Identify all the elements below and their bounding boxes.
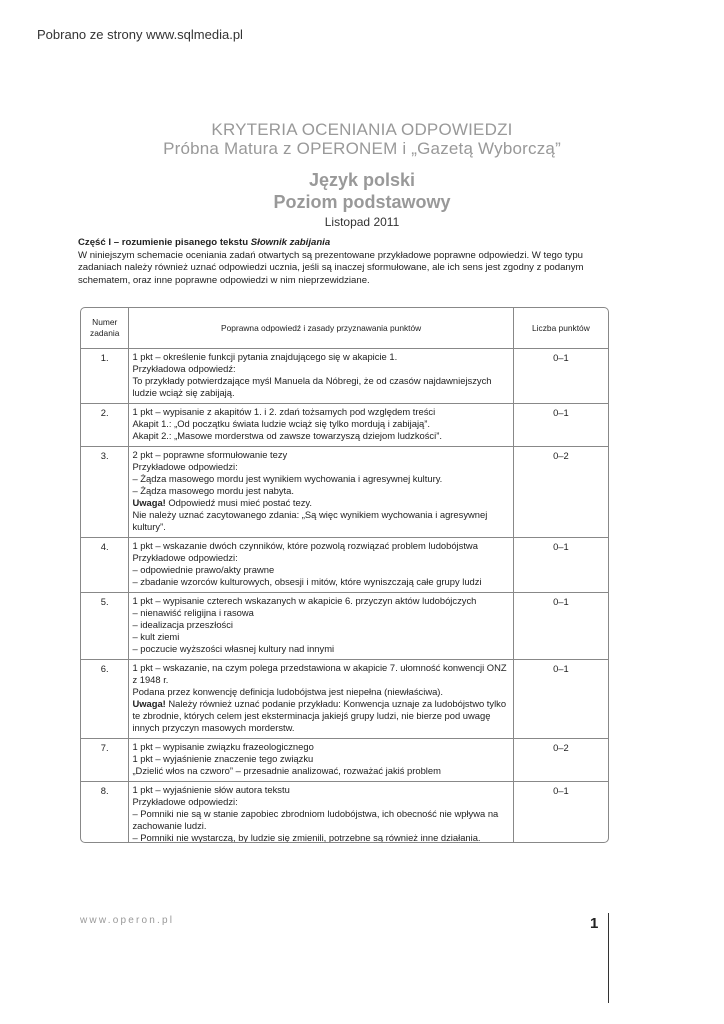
- criteria-line: [132, 619, 509, 631]
- level-title: Poziom podstawowy: [273, 192, 451, 212]
- criteria-line: [132, 631, 509, 643]
- intro-text: W niniejszym schemacie oceniania zadań otwartych są prezentowane przykładowe poprawne odpowiedzi. W tego typu zadaniach należy również uznać odpowiedzi ucznia, jeśli są inaczej sformułowane, ale ich sens jest zgodny z podanym schematem, oraz inne poprawne odpowiedzi w nim nieprzewidziane.: [78, 249, 584, 286]
- criteria-line: [132, 741, 509, 753]
- criteria-line: [132, 375, 509, 399]
- section-prefix: Część I – rozumienie pisanego tekstu: [78, 237, 251, 248]
- criteria-text: Odpowiedź musi mieć postać tezy.: [165, 497, 313, 508]
- criteria-line: [132, 363, 509, 375]
- criteria-text: – Żądza masowego mordu jest wynikiem wychowania i agresywnej kultury.: [132, 473, 443, 484]
- criteria-line: [132, 430, 509, 442]
- criteria-text: – idealizacja przeszłości: [132, 619, 234, 630]
- criteria-text: 1 pkt – wyjaśnienie znaczenie tego związku: [132, 753, 314, 764]
- criteria-line: [132, 552, 509, 564]
- task-points: 0–2: [513, 739, 608, 782]
- criteria-text: – Pomniki nie są w stanie zapobiec zbrodniom ludobójstwa, ich obecność nie wpływa na zachowanie ludzi.: [132, 808, 499, 831]
- criteria-text: Akapit 2.: „Masowe morderstwa od zawsze towarzyszą dziejom ludzkości”.: [132, 430, 442, 441]
- task-criteria: [129, 593, 513, 660]
- criteria-line: [132, 753, 509, 765]
- criteria-line: [132, 406, 509, 418]
- criteria-text: 1 pkt – wskazanie, na czym polega przedstawiona w akapicie 7. ułomność konwencji ONZ z 1948 r.: [132, 662, 507, 685]
- criteria-line: [132, 686, 509, 698]
- criteria-text: – kult ziemi: [132, 631, 180, 642]
- header-description: Poprawna odpowiedź i zasady przyznawania punktów: [129, 308, 513, 349]
- criteria-line: [132, 595, 509, 607]
- table-header-row: [81, 308, 608, 349]
- footer-divider: [608, 913, 609, 1003]
- criteria-line: [132, 564, 509, 576]
- criteria-line: [132, 485, 509, 497]
- criteria-line: [132, 449, 509, 461]
- task-number: 2.: [81, 404, 129, 447]
- criteria-table: [80, 307, 609, 843]
- criteria-line: [132, 473, 509, 485]
- title-line-2: Próbna Matura z OPERONEM i „Gazetą Wyborczą”: [163, 139, 561, 158]
- criteria-text: Przykładowe odpowiedzi:: [132, 796, 238, 807]
- task-number: 1.: [81, 349, 129, 404]
- exam-date: Listopad 2011: [324, 215, 400, 229]
- intro-block: [78, 237, 610, 287]
- table-row: [81, 782, 608, 844]
- task-points: 0–1: [513, 349, 608, 404]
- criteria-line: [132, 607, 509, 619]
- criteria-text: 1 pkt – wypisanie związku frazeologicznego: [132, 741, 314, 752]
- task-criteria: [129, 447, 513, 538]
- criteria-line: [132, 576, 509, 588]
- criteria-text: Podana przez konwencję definicja ludobójstwa jest niepełna (niewłaściwa).: [132, 686, 444, 697]
- table-row: [81, 739, 608, 782]
- criteria-text: 1 pkt – określenie funkcji pytania znajdującego się w akapicie 1.: [132, 351, 398, 362]
- table-row: [81, 404, 608, 447]
- note-label: Uwaga!: [132, 698, 166, 709]
- task-criteria: [129, 349, 513, 404]
- header-number: Numer zadania: [81, 308, 129, 349]
- criteria-text: Przykładowe odpowiedzi:: [132, 461, 238, 472]
- criteria-line: [132, 351, 509, 363]
- criteria-text: 1 pkt – wypisanie czterech wskazanych w akapicie 6. przyczyn aktów ludobójczych: [132, 595, 477, 606]
- table-row: [81, 660, 608, 739]
- criteria-text: – Pomniki nie wystarczą, by ludzie się zmienili, potrzebne są również inne działania.: [132, 832, 481, 843]
- criteria-text: 1 pkt – wyjaśnienie słów autora tekstu: [132, 784, 290, 795]
- criteria-line: [132, 808, 509, 832]
- criteria-text: 2 pkt – poprawne sformułowanie tezy: [132, 449, 288, 460]
- criteria-text: „Dzielić włos na czworo” – przesadnie analizować, rozważać jakiś problem: [132, 765, 441, 776]
- task-points: 0–2: [513, 447, 608, 538]
- task-criteria: [129, 404, 513, 447]
- table-row: [81, 538, 608, 593]
- task-number: 4.: [81, 538, 129, 593]
- task-criteria: [129, 739, 513, 782]
- criteria-text: – nienawiść religijna i rasowa: [132, 607, 254, 618]
- task-points: 0–1: [513, 404, 608, 447]
- task-number: 6.: [81, 660, 129, 739]
- title-line-1: KRYTERIA OCENIANIA ODPOWIEDZI: [211, 120, 513, 139]
- criteria-line: [132, 540, 509, 552]
- task-criteria: [129, 538, 513, 593]
- criteria-line: [132, 418, 509, 430]
- criteria-text: 1 pkt – wskazanie dwóch czynników, które pozwolą rozwiązać problem ludobójstwa: [132, 540, 478, 551]
- criteria-line: [132, 461, 509, 473]
- section-heading: [78, 237, 330, 248]
- task-criteria: [129, 782, 513, 844]
- task-points: 0–1: [513, 782, 608, 844]
- criteria-line: [132, 643, 509, 655]
- criteria-line: [132, 698, 509, 734]
- criteria-text: – Żądza masowego mordu jest nabyta.: [132, 485, 294, 496]
- task-number: 8.: [81, 782, 129, 844]
- criteria-text: Akapit 1.: „Od początku świata ludzie wciąż się tylko mordują i zabijają”.: [132, 418, 430, 429]
- subject-title: Język polski: [308, 170, 416, 190]
- table-row: [81, 593, 608, 660]
- footer-url: www.operon.pl: [80, 915, 175, 926]
- criteria-line: [132, 832, 509, 843]
- criteria-text: Należy również uznać podanie przykładu: Konwencja uznaje za ludobójstwo tylko te zbrodnie, których celem jest eksterminacja jakiejś grupy ludzi, nie bierze pod uwagę innych przyczyn masowych morderstw.: [132, 698, 507, 733]
- criteria-text: – zbadanie wzorców kulturowych, obsesji i mitów, które wyniszczają całe grupy ludzi: [132, 576, 482, 587]
- page-number: 1: [590, 915, 599, 932]
- criteria-line: [132, 784, 509, 796]
- task-number: 7.: [81, 739, 129, 782]
- table-row: [81, 349, 608, 404]
- criteria-line: [132, 497, 509, 509]
- note-label: Uwaga!: [132, 497, 166, 508]
- task-number: 3.: [81, 447, 129, 538]
- criteria-text: To przykłady potwierdzające myśl Manuela da Nóbregi, że od czasów najdawniejszych ludzie wciąż się zabijają.: [132, 375, 492, 398]
- criteria-text: – poczucie wyższości własnej kultury nad innymi: [132, 643, 335, 654]
- task-points: 0–1: [513, 538, 608, 593]
- criteria-line: [132, 796, 509, 808]
- criteria-text: Przykładowe odpowiedzi:: [132, 552, 238, 563]
- criteria-text: Przykładowa odpowiedź:: [132, 363, 236, 374]
- criteria-text: 1 pkt – wypisanie z akapitów 1. i 2. zdań tożsamych pod względem treści: [132, 406, 436, 417]
- criteria-line: [132, 765, 509, 777]
- task-points: 0–1: [513, 593, 608, 660]
- criteria-line: [132, 662, 509, 686]
- task-number: 5.: [81, 593, 129, 660]
- section-title: Słownik zabijania: [250, 237, 331, 248]
- source-line: Pobrano ze strony www.sqlmedia.pl: [37, 27, 243, 42]
- header-points: Liczba punktów: [513, 308, 608, 349]
- criteria-line: [132, 509, 509, 533]
- task-points: 0–1: [513, 660, 608, 739]
- table-row: [81, 447, 608, 538]
- criteria-text: Nie należy uznać zacytowanego zdania: „Są więc wynikiem wychowania i agresywnej kultury”.: [132, 509, 488, 532]
- criteria-text: – odpowiednie prawo/akty prawne: [132, 564, 275, 575]
- task-criteria: [129, 660, 513, 739]
